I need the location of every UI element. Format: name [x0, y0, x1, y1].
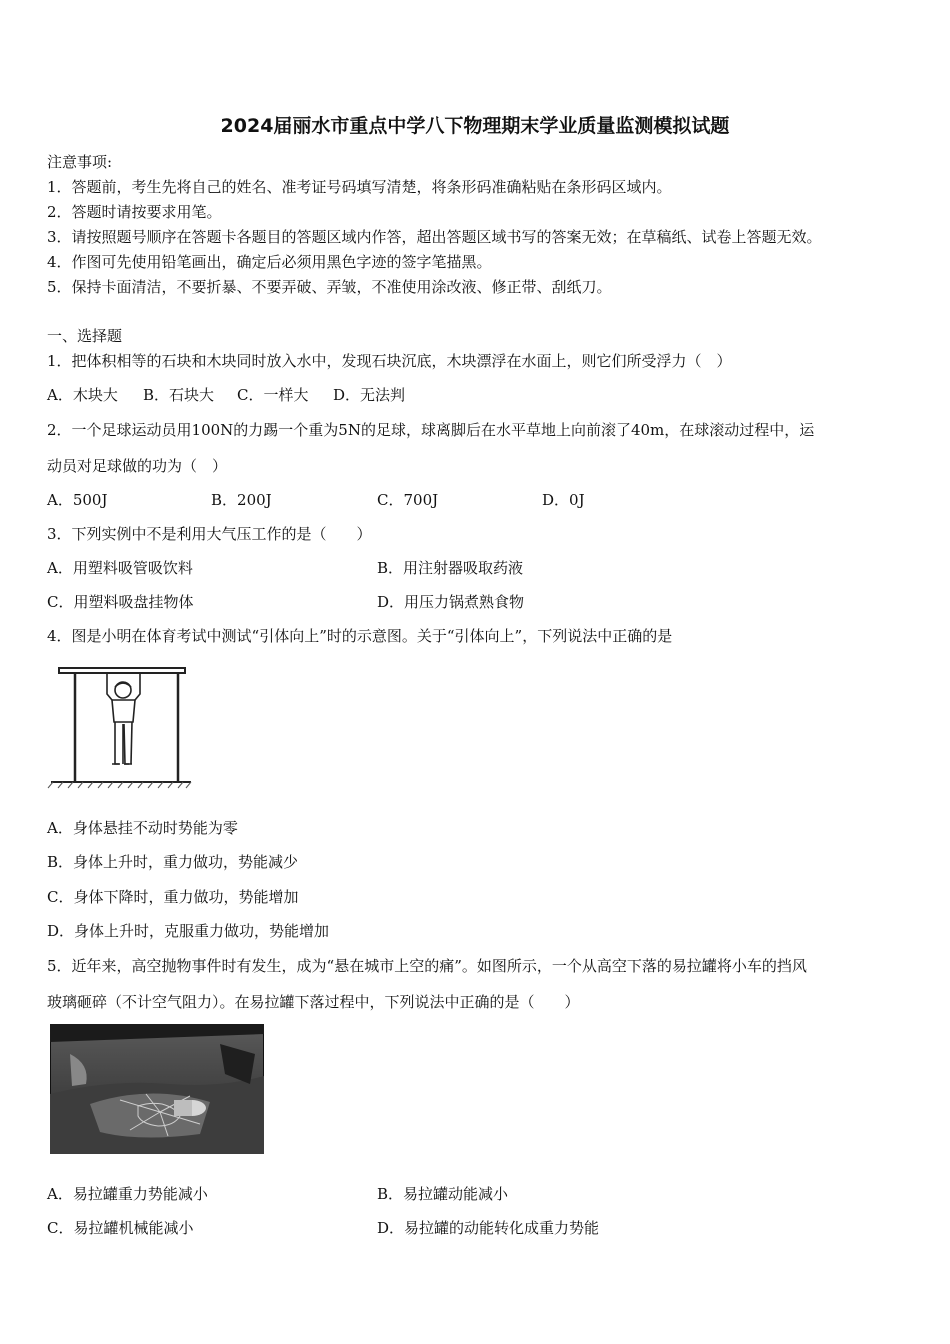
q1-option-d: D．无法判 [333, 386, 406, 404]
q3-option-c: C．用塑料吸盘挂物体 [47, 593, 194, 611]
question-1-stem: 1．把体积相等的石块和木块同时放入水中，发现石块沉底，木块漂浮在水面上，则它们所受浮力（ ） [47, 352, 732, 370]
notice-item-4: 4．作图可先使用铅笔画出，确定后必须用黑色字迹的签字笔描黑。 [47, 253, 492, 271]
question-4-stem: 4．图是小明在体育考试中测试“引体向上”时的示意图。关于“引体向上”，下列说法中正确的是 [47, 627, 673, 645]
q2-option-d: D．0J [542, 491, 585, 509]
notice-item-5: 5．保持卡面清洁，不要折暴、不要弄破、弄皱，不准使用涂改液、修正带、刮纸刀。 [47, 278, 612, 296]
pull-up-bar [59, 668, 185, 673]
pull-up-figure [45, 660, 197, 792]
notice-item-1: 1．答题前，考生先将自己的姓名、准考证号码填写清楚，将条形码准确粘贴在条形码区域内。 [47, 178, 672, 196]
question-2-stem-line2: 动员对足球做的功为（ ） [47, 457, 228, 475]
q2-option-b: B．200J [211, 491, 272, 509]
q3-option-a: A．用塑料吸管吸饮料 [47, 559, 193, 577]
q4-option-a: A．身体悬挂不动时势能为零 [47, 819, 238, 837]
notice-item-3: 3．请按照题号顺序在答题卡各题目的答题区域内作答，超出答题区域书写的答案无效；在草稿纸、试卷上答题无效。 [47, 228, 822, 246]
q1-option-c: C．一样大 [237, 386, 309, 404]
q1-option-a: A．木块大 [47, 386, 118, 404]
question-2-stem-line1: 2．一个足球运动员用100N的力踢一个重为5N的足球，球离脚后在水平草地上向前滚了40m，在球滚动过程中，运 [47, 421, 815, 439]
person-figure [107, 672, 140, 764]
q4-option-b: B．身体上升时，重力做功，势能减少 [47, 853, 299, 871]
notice-item-2: 2．答题时请按要求用笔。 [47, 203, 222, 221]
q5-option-b: B．易拉罐动能减小 [377, 1185, 509, 1203]
question-3-stem: 3．下列实例中不是利用大气压工作的是（ ） [47, 525, 372, 543]
q1-option-b: B．石块大 [143, 386, 215, 404]
q2-option-a: A．500J [47, 491, 108, 509]
q5-option-a: A．易拉罐重力势能减小 [47, 1185, 208, 1203]
q4-option-d: D．身体上升时，克服重力做功，势能增加 [47, 922, 330, 940]
q2-option-c: C．700J [377, 491, 439, 509]
page-title: 2024届丽水市重点中学八下物理期末学业质量监测模拟试题 [220, 115, 730, 137]
broken-windshield-photo [50, 1024, 264, 1154]
q5-option-d: D．易拉罐的动能转化成重力势能 [377, 1219, 600, 1237]
question-5-stem-line2: 玻璃砸碎（不计空气阻力）。在易拉罐下落过程中，下列说法中正确的是（ ） [47, 993, 580, 1011]
q3-option-d: D．用压力锅煮熟食物 [377, 593, 525, 611]
question-5-stem-line1: 5．近年来，高空抛物事件时有发生，成为“悬在城市上空的痛”。如图所示，一个从高空下落的易拉罐将小车的挡风 [47, 957, 807, 975]
q5-option-c: C．易拉罐机械能减小 [47, 1219, 194, 1237]
notice-heading: 注意事项: [47, 153, 113, 171]
section-heading: 一、选择题 [47, 327, 123, 345]
q3-option-b: B．用注射器吸取药液 [377, 559, 524, 577]
q4-option-c: C．身体下降时，重力做功，势能增加 [47, 888, 299, 906]
